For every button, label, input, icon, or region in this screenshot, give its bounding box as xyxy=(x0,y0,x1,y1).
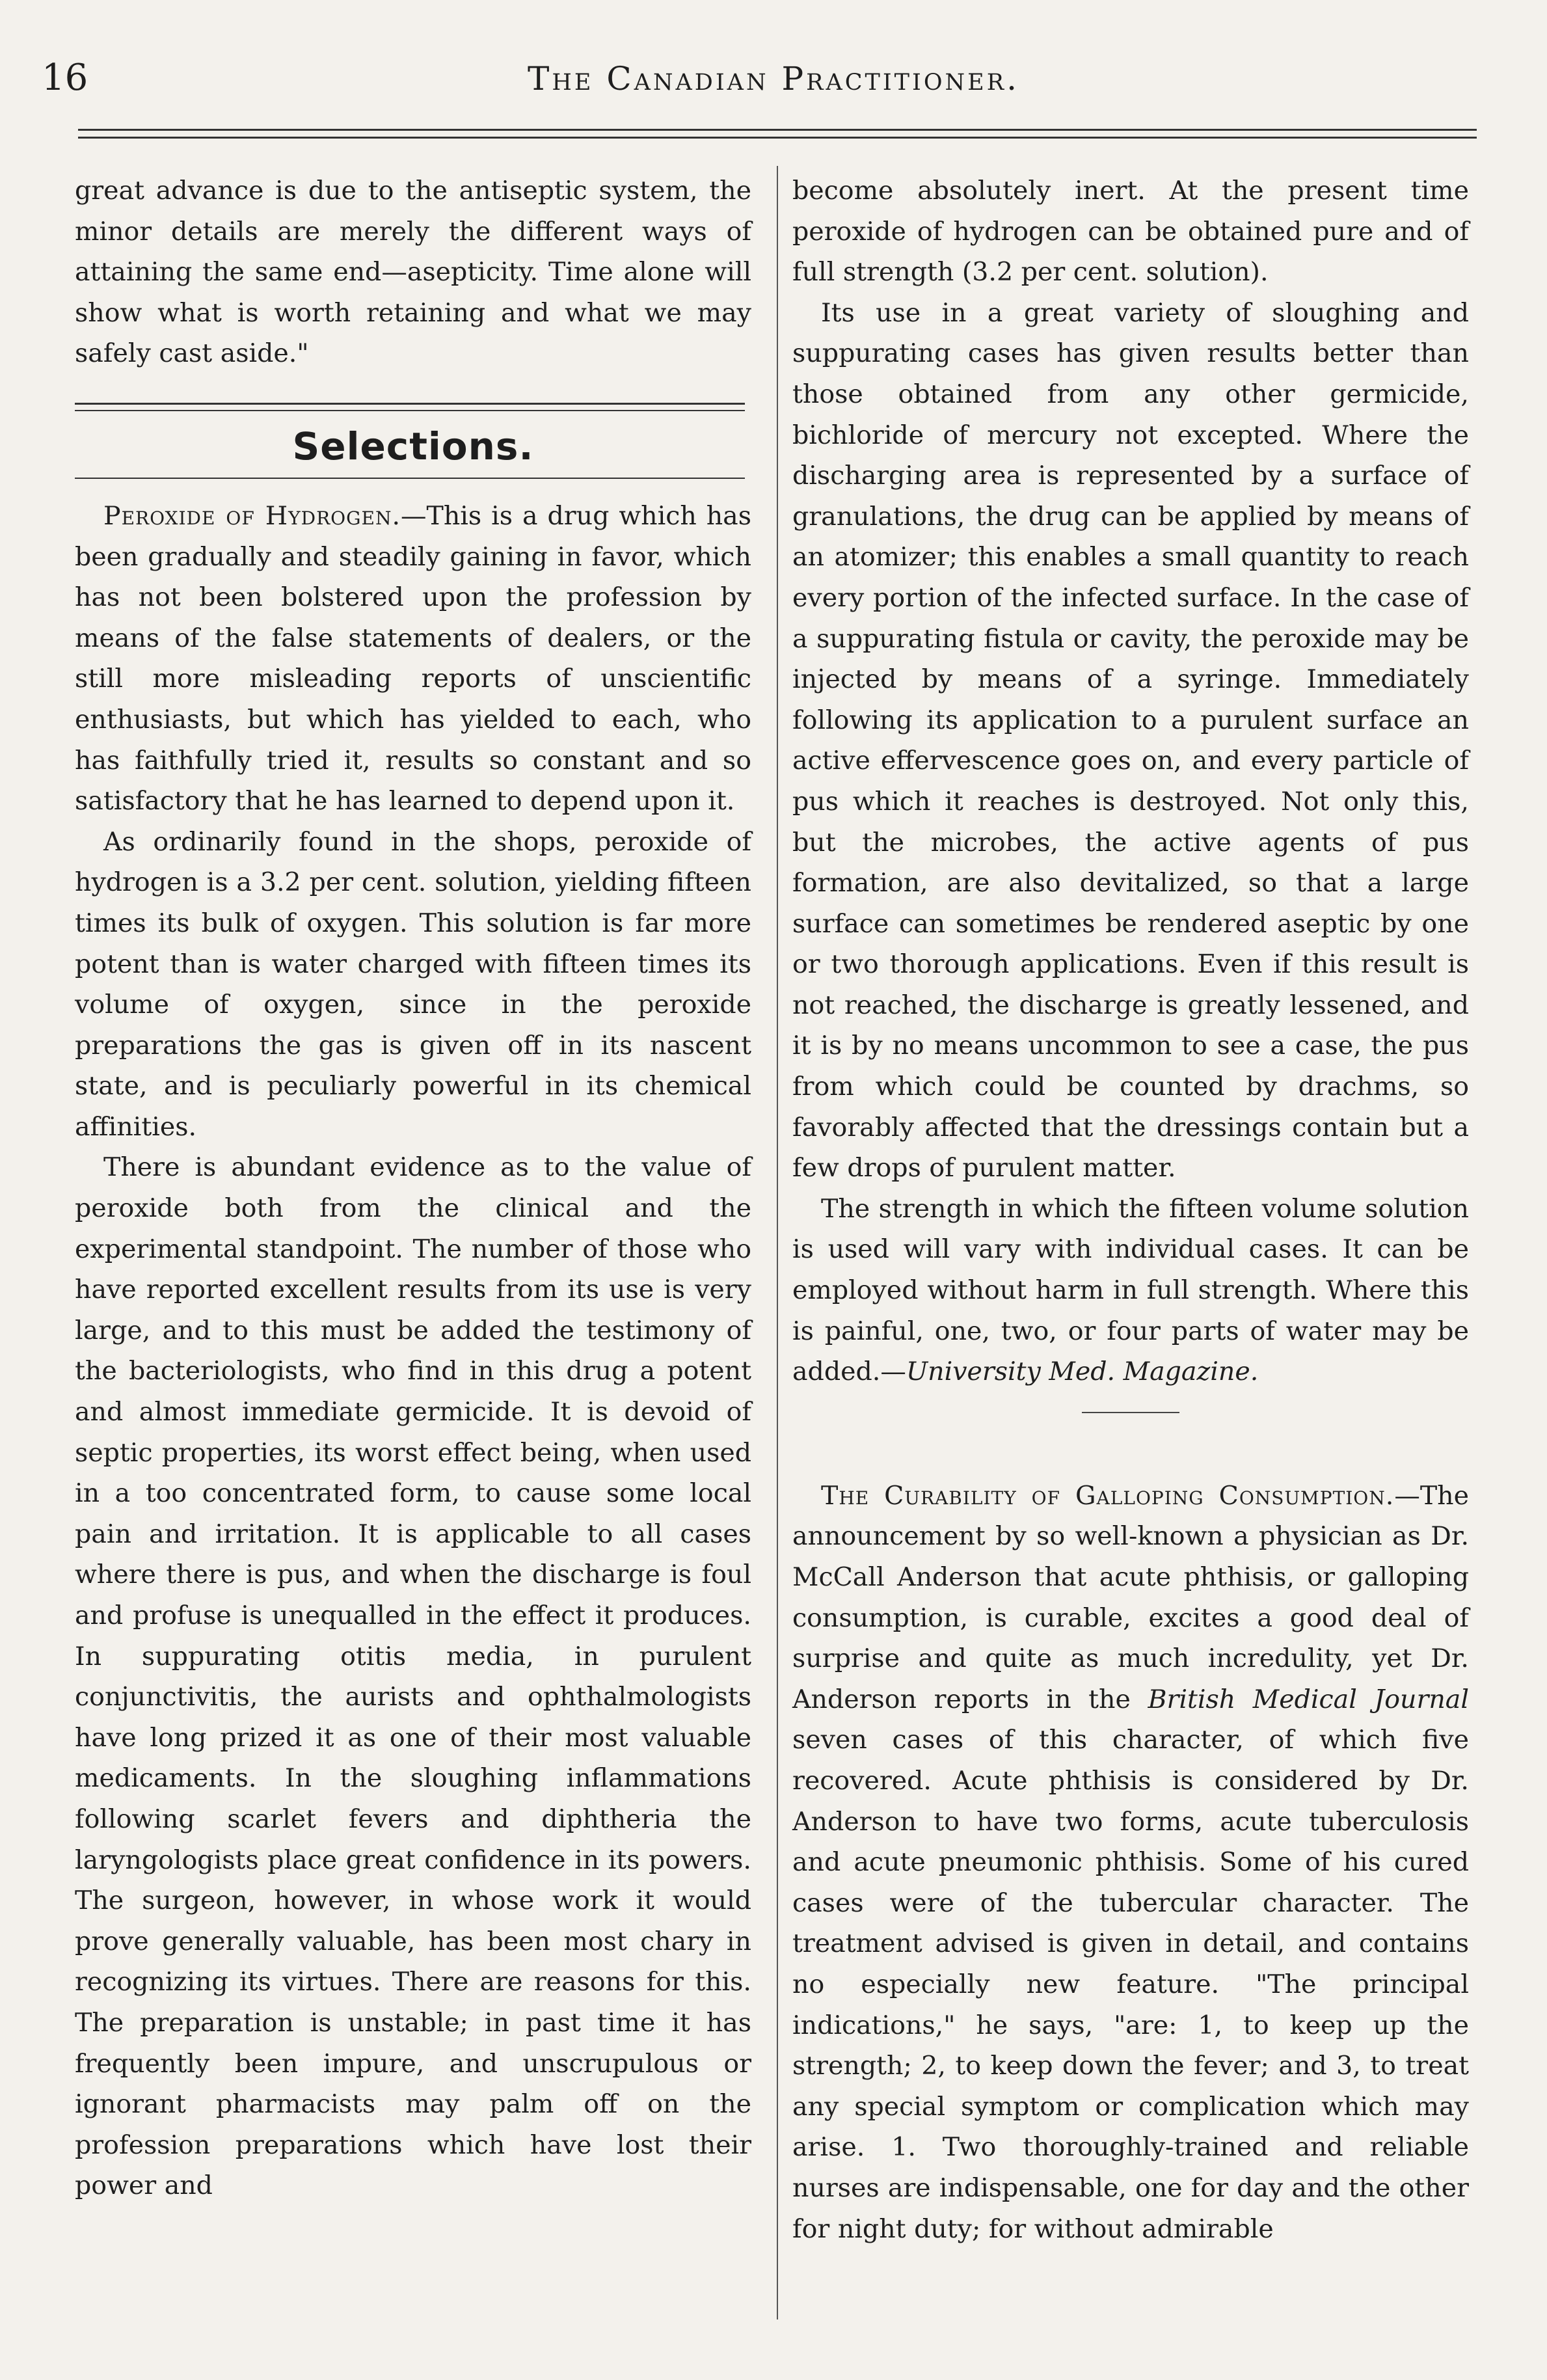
header-rule-top xyxy=(78,129,1477,131)
right-para3 xyxy=(792,1189,1469,1392)
article-peroxide-para2: As ordinarily found in the shops, peroxide of hydrogen is a 3.2 per cent. solution, yielding fifteen times its bulk of oxygen. This solution is far more potent than is water charged with fifteen times its volume of oxygen, since in the peroxide preparations the gas is given off in its nascent state, and is peculiarly powerful in its chemical affinities. xyxy=(75,826,751,1142)
article-consumption-text-a: —The announcement by so well-known a physician as Dr. McCall Anderson that acute phthisis, or galloping consumption, is curable, excites a good deal of surprise and quite as much incredulity, yet Dr. Anderson reports in the xyxy=(792,1480,1469,1714)
continuation-paragraph: great advance is due to the antiseptic system, the minor details are merely the different ways of attaining the same end—asepticity. Time alone will show what is worth retaining and what we may safely cast aside." xyxy=(75,176,751,369)
article-consumption-text-b: seven cases of this character, of which five recovered. Acute phthisis is considered by Dr. Anderson to have two forms, acute tuberculosis and acute pneumonic phthisis. Some of his cured cases were of the tubercular character. The treatment advised is given in detail, and contains no especially new feature. "The principal indications," he says, "are: 1, to keep up the strength; 2, to keep down the fever; and 3, to treat any special symptom or complication which may arise. 1. Two thoroughly-trained and reliable nurses are indispensable, one for day and the other for night duty; for without admirable xyxy=(792,1725,1469,2244)
right-para1: become absolutely inert. At the present time peroxide of hydrogen can be obtained pure and of full strength (3.2 per cent. solution). xyxy=(792,176,1469,288)
article-consumption-body xyxy=(792,1476,1469,2249)
article-peroxide-para3: There is abundant evidence as to the value of peroxide both from the clinical and the experimental standpoint. The number of those who have reported excellent results from its use is very large, and to this must be added the testimony of the bacteriologists, who find in this drug a potent and almost immediate germicide. It is devoid of septic properties, its worst effect being, when used in a too concentrated form, to cause some local pain and irritation. It is applicable to all cases where there is pus, and when the discharge is foul and profuse is unequalled in the effect it produces. In suppurating otitis media, in purulent conjunctivitis, the aurists and ophthalmologists have long prized it as one of their most valuable medicaments. In the sloughing inflammations following scarlet fevers and diphtheria the laryngologists place great confidence in its powers. The surgeon, however, in whose work it would prove generally valuable, has been most chary in recognizing its virtues. There are reasons for this. The preparation is unstable; in past time it has frequently been impure, and unscrupulous or ignorant pharmacists may palm off on the profession preparations which have lost their power and xyxy=(75,1152,751,2201)
right-column xyxy=(792,170,1469,2249)
article-peroxide-para1: —This is a drug which has been gradually and steadily gaining in favor, which has not been bolstered upon the profession by means of the false statements of dealers, or the still more misleading reports of unscientific enthusiasts, but which has yielded to each, who has faithfully tried it, results so constant and so satisfactory that he has learned to depend upon it. xyxy=(75,500,751,817)
page-number: 16 xyxy=(42,57,88,99)
article-peroxide-intro xyxy=(75,496,751,822)
source-citation: University Med. Magazine. xyxy=(906,1357,1259,1387)
column-divider xyxy=(777,166,778,2319)
right-para3-text: The strength in which the fifteen volume solution is used will vary with individual cases. It can be employed without harm in full strength. Where this is painful, one, two, or four parts of water may be added.— xyxy=(792,1193,1469,1387)
header-rule-bottom xyxy=(78,137,1477,139)
left-column xyxy=(75,170,751,2206)
right-para2: Its use in a great variety of sloughing and suppurating cases has given results better than those obtained from any other germicide, bichloride of mercury not excepted. Where the discharging area is represented by a surface of granulations, the drug can be applied by means of an atomizer; this enables a small quantity to reach every portion of the infected surface. In the case of a suppurating fistula or cavity, the peroxide may be injected by means of a syringe. Immediately following its application to a purulent surface an active effervescence goes on, and every particle of pus which it reaches is destroyed. Not only this, but the microbes, the active agents of pus formation, are also devitalized, so that a large surface can sometimes be rendered aseptic by one or two thorough applications. Even if this result is not reached, the discharge is greatly lessened, and it is by no means uncommon to see a case, the pus from which could be counted by drachms, so favorably affected that the dressings contain but a few drops of purulent matter. xyxy=(792,297,1469,1183)
article-divider xyxy=(1082,1412,1179,1413)
running-head: The Canadian Practitioner. xyxy=(528,60,1019,98)
section-double-rule xyxy=(75,403,745,411)
article-consumption-title: The Curability of Galloping Consumption. xyxy=(821,1480,1395,1511)
section-single-rule xyxy=(75,478,745,479)
journal-name: British Medical Journal xyxy=(1148,1684,1469,1714)
section-heading: Selections. xyxy=(292,424,534,468)
article-peroxide-title: Peroxide of Hydrogen. xyxy=(103,500,401,531)
